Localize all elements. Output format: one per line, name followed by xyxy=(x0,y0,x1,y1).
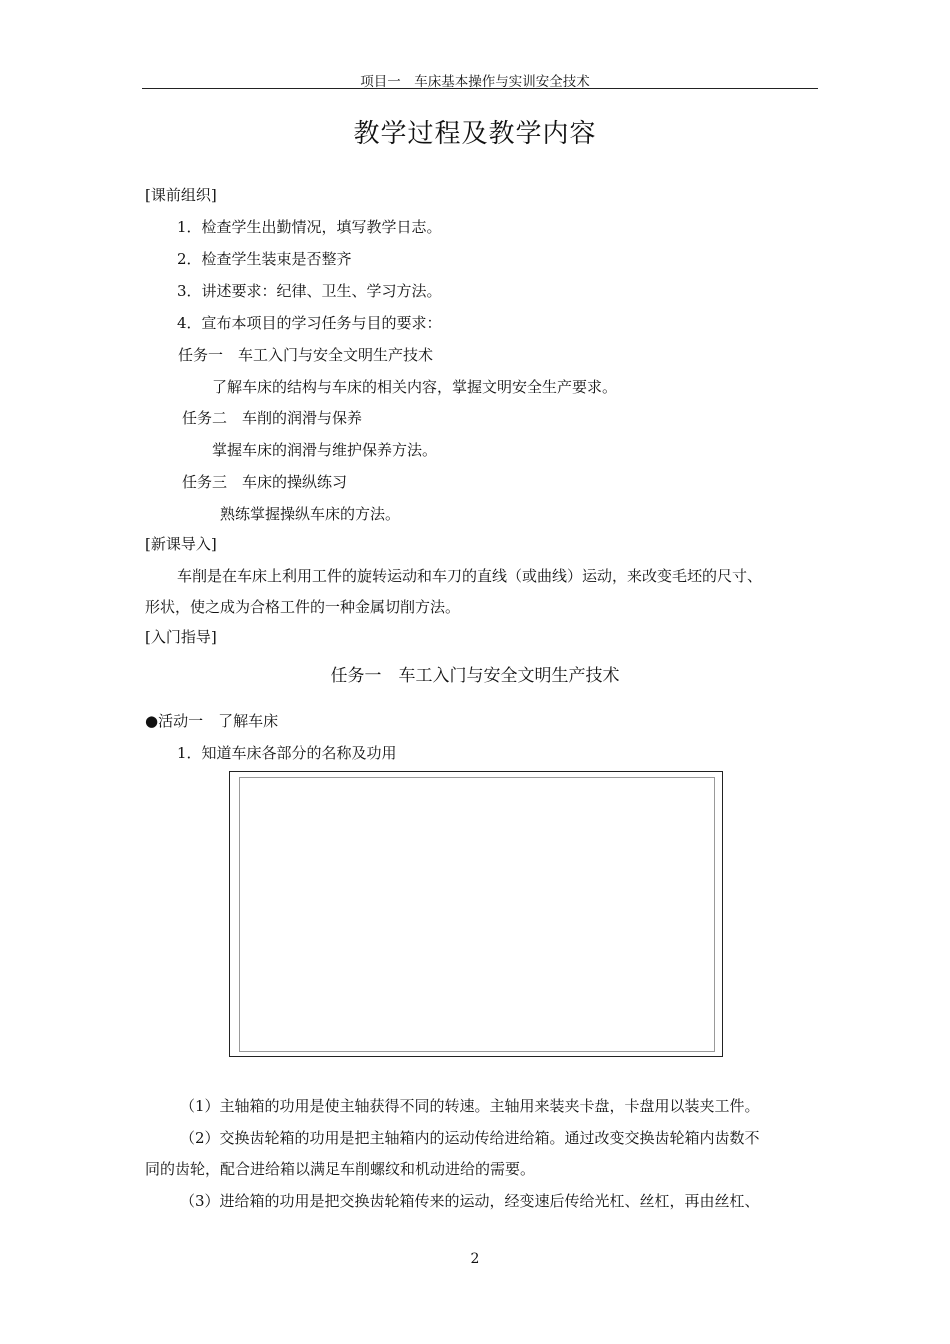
activity-heading: ●活动一 了解车床 xyxy=(145,712,279,730)
pre-class-item: 4．宣布本项目的学习任务与目的要求： xyxy=(177,314,442,332)
task-name: 任务三 车床的操纵练习 xyxy=(182,473,348,491)
task-name: 任务二 车削的润滑与保养 xyxy=(182,409,363,427)
pre-class-item: 2．检查学生装束是否整齐 xyxy=(177,250,352,268)
pre-class-heading: [课前组织] xyxy=(145,186,217,204)
intro-guide-heading: [入门指导] xyxy=(145,628,217,646)
task-desc: 掌握车床的润滑与维护保养方法。 xyxy=(212,441,438,459)
pre-class-item: 3．讲述要求：纪律、卫生、学习方法。 xyxy=(177,282,442,300)
page-number: 2 xyxy=(470,1251,480,1267)
task-desc: 熟练掌握操纵车床的方法。 xyxy=(220,505,401,523)
subheading: 1．知道车床各部分的名称及功用 xyxy=(177,744,397,762)
task-name: 任务一 车工入门与安全文明生产技术 xyxy=(178,346,434,364)
function-paragraph: （1）主轴箱的功用是使主轴获得不同的转速。主轴用来装夹卡盘，卡盘用以装夹工件。 xyxy=(180,1097,760,1115)
running-header: 项目一 车床基本操作与实训安全技术 xyxy=(360,74,590,90)
pre-class-item: 1．检查学生出勤情况，填写教学日志。 xyxy=(177,218,442,236)
function-paragraph: （3）进给箱的功用是把交换齿轮箱传来的运动，经变速后传给光杠、丝杠，再由丝杠、 xyxy=(180,1192,760,1210)
new-lesson-paragraph-line: 车削是在车床上利用工件的旋转运动和车刀的直线（或曲线）运动，来改变毛坯的尺寸、 xyxy=(177,567,763,585)
figure-inner-frame xyxy=(239,777,715,1052)
task-desc: 了解车床的结构与车床的相关内容，掌握文明安全生产要求。 xyxy=(212,378,618,396)
page-title: 教学过程及教学内容 xyxy=(353,119,597,149)
header-rule xyxy=(142,88,818,89)
new-lesson-paragraph-line: 形状，使之成为合格工件的一种金属切削方法。 xyxy=(145,598,461,616)
function-paragraph: （2）交换齿轮箱的功用是把主轴箱内的运动传给进给箱。通过改变交换齿轮箱内齿数不 xyxy=(180,1129,760,1147)
function-paragraph: 同的齿轮，配合进给箱以满足车削螺纹和机动进给的需要。 xyxy=(145,1160,536,1178)
task-section-title: 任务一 车工入门与安全文明生产技术 xyxy=(330,666,620,686)
new-lesson-heading: [新课导入] xyxy=(145,535,217,553)
